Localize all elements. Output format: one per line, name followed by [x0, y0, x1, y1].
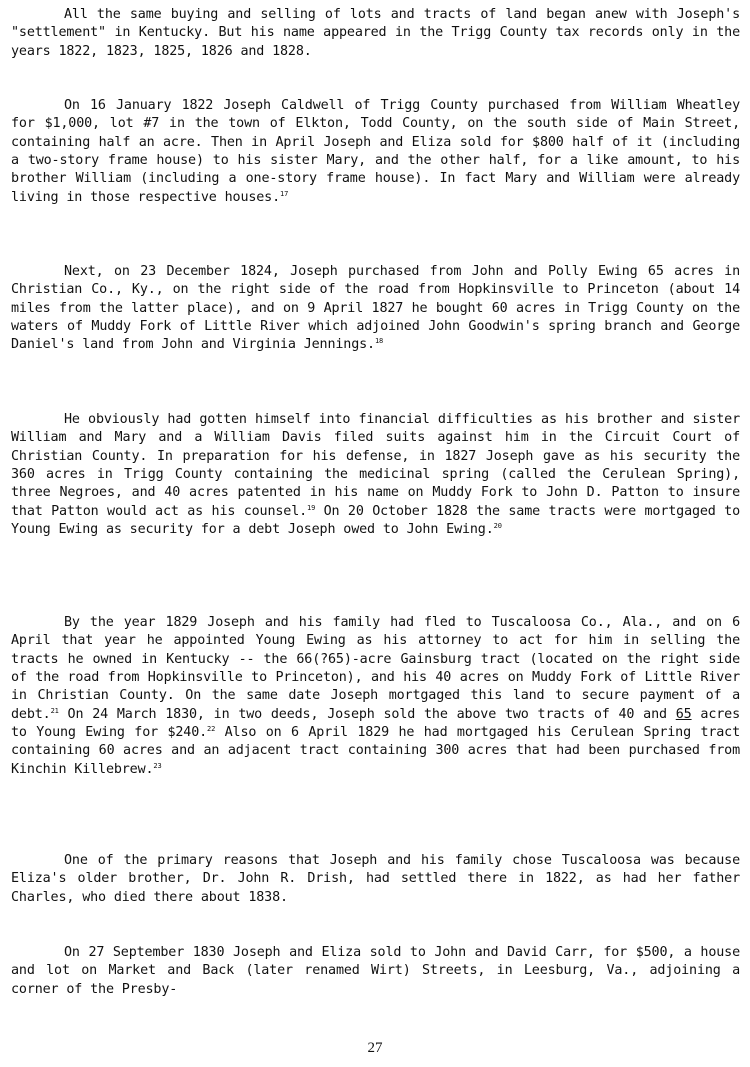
paragraph-7-text: On 27 September 1830 Joseph and Eliza sold to John and David Carr, for $500, a house and lot on Market and Back (later renamed Wirt) Streets, in Leesburg, Va., adjoining a corner of the Presby- [11, 945, 740, 997]
footnote-ref-18: 18 [374, 337, 384, 346]
footnote-ref-17: 17 [280, 189, 289, 198]
footnote-ref-23: 23 [153, 761, 162, 770]
paragraph-5-text-d: Also on 6 April 1829 he had mortgaged his Cerulean Spring tract containing 60 acres and an adjacent tract containing 300 acres that had been purchased from Kinchin Killebrew. [11, 725, 741, 777]
footnote-ref-22: 22 [207, 725, 216, 734]
paragraph-1-text: All the same buying and selling of lots and tracts of land began anew with Joseph's "settlement" in Kentucky. But his name appeared in the Trigg County tax records only in the years 1822, 1823, 1825, 1826 and 1828. [11, 7, 740, 59]
paragraph-6 [11, 852, 740, 907]
paragraph-4 [11, 411, 740, 539]
paragraph-5-text-b: On 24 March 1830, in two deeds, Joseph sold the above two tracts of 40 and [58, 706, 676, 722]
paragraph-2-text: On 16 January 1822 Joseph Caldwell of Trigg County purchased from William Wheatley for $1,000, lot #7 in the town of Elkton, Todd County, on the south side of Main Street, containing half an acre. Then in April Joseph and Eliza sold for $800 half of it (including a two-story frame house) to his sister Mary, and the other half, for a like amount, to his brother William (including a one-story frame house). In fact Mary and William were already living in those respective houses. [11, 98, 740, 205]
paragraph-3 [11, 263, 740, 355]
paragraph-1 [11, 6, 740, 61]
underlined-acreage: 65 [675, 706, 692, 722]
paragraph-4-text-a: He obviously had gotten himself into financial difficulties as his brother and sister William and Mary and a William Davis filed suits against him in the Circuit Court of Christian County. In preparation for his defense, in 1827 Joseph gave as his security the 360 acres in Trigg County containing the medicinal spring (called the Cerulean Spring), three Negroes, and 40 acres patented in his name on Muddy Fork to John D. Patton to insure that Patton would act as his counsel. [11, 412, 740, 519]
page-number: 27 [367, 1040, 383, 1056]
paragraph-6-text: One of the primary reasons that Joseph and his family chose Tuscaloosa was because Eliza's older brother, Dr. John R. Drish, had settled there in 1822, as had her father Charles, who died there about 1838. [11, 853, 740, 905]
paragraph-7 [11, 944, 740, 999]
paragraph-5 [11, 614, 740, 779]
footnote-ref-21: 21 [50, 706, 59, 715]
paragraph-4-text-b: On 20 October 1828 the same tracts were mortgaged to Young Ewing as security for a debt Joseph owed to John Ewing. [11, 503, 741, 538]
footnote-ref-20: 20 [493, 522, 502, 531]
paragraph-2 [11, 97, 740, 207]
footnote-ref-19: 19 [307, 503, 316, 512]
paragraph-5-text-a: By the year 1829 Joseph and his family had fled to Tuscaloosa Co., Ala., and on 6 April that year he appointed Young Ewing as his attorney to act for him in selling the tracts he owned in Kentucky -- the 66(?65)-acre Gainsburg tract (located on the right side of the road from Hopkinsville to Princeton), and his 40 acres on Muddy Fork of Little River in Christian County. On the same date Joseph mortgaged this land to secure payment of a debt. [11, 615, 740, 722]
paragraph-3-text: Next, on 23 December 1824, Joseph purchased from John and Polly Ewing 65 acres in Christian Co., Ky., on the right side of the road from Hopkinsville to Princeton (about 14 miles from the latter place), and on 9 April 1827 he bought 60 acres in Trigg County on the waters of Muddy Fork of Little River which adjoined John Goodwin's spring branch and George Daniel's land from John and Virginia Jennings. [11, 264, 740, 353]
paragraph-5-text-c: acres to Young Ewing for $240. [11, 706, 740, 741]
